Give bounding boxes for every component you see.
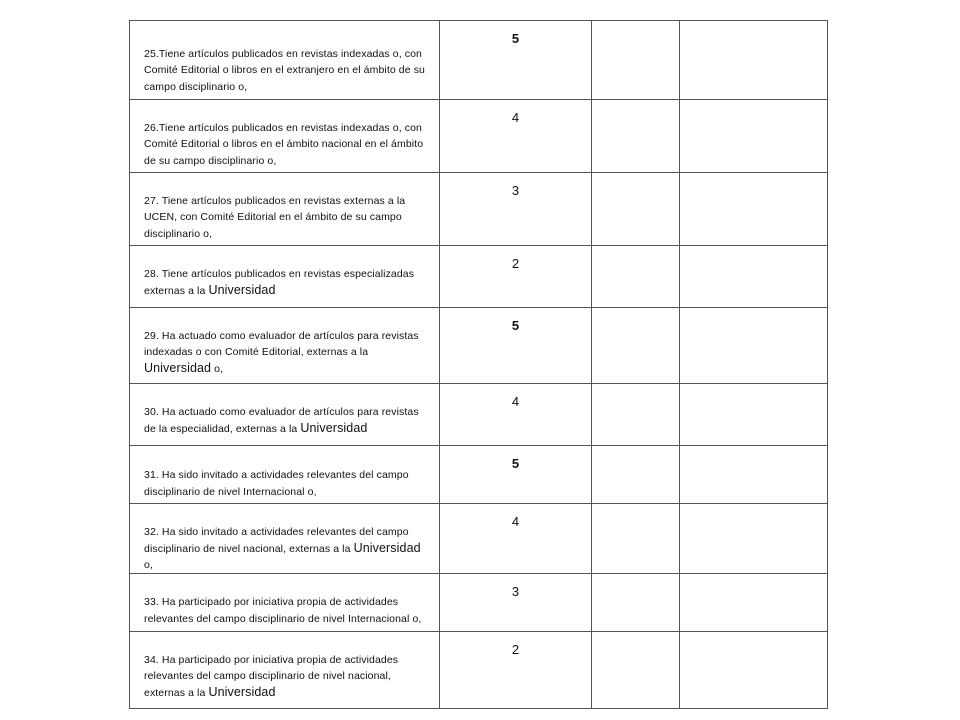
score-cell — [440, 504, 592, 574]
criterion-suffix: o, — [211, 363, 224, 375]
empty-cell — [592, 246, 680, 308]
criterion-emphasis: Universidad — [144, 361, 212, 375]
table-row — [130, 21, 828, 100]
criterion-text: 32. Ha sido invitado a actividades relevantes del campo disciplinario de nivel nacional, externas a la — [144, 526, 409, 555]
score-cell — [440, 21, 592, 100]
empty-cell — [592, 173, 680, 246]
score-cell — [440, 574, 592, 632]
score-value: 4 — [511, 514, 520, 529]
criterion-emphasis: Universidad — [208, 685, 276, 699]
empty-cell — [680, 173, 828, 246]
score-value: 2 — [511, 256, 520, 271]
empty-cell — [592, 21, 680, 100]
score-cell — [440, 100, 592, 173]
score-value: 3 — [511, 584, 520, 599]
empty-cell — [680, 504, 828, 574]
empty-cell — [592, 384, 680, 446]
criterion-description — [130, 504, 440, 574]
criterion-text: 33. Ha participado por iniciativa propia de actividades relevantes del campo disciplinario de nivel Internacional o, — [144, 596, 422, 625]
criterion-suffix: o, — [144, 559, 153, 571]
score-value: 2 — [511, 642, 520, 657]
table-row — [130, 100, 828, 173]
empty-cell — [680, 100, 828, 173]
empty-cell — [680, 384, 828, 446]
table-row — [130, 173, 828, 246]
criterion-description — [130, 574, 440, 632]
criterion-description — [130, 21, 440, 100]
criterion-text: 28. Tiene artículos publicados en revistas especializadas externas a la — [144, 268, 415, 297]
criterion-description — [130, 173, 440, 246]
score-cell — [440, 384, 592, 446]
score-value: 4 — [511, 110, 520, 125]
score-cell — [440, 246, 592, 308]
table-row — [130, 632, 828, 709]
criterion-text: 34. Ha participado por iniciativa propia de actividades relevantes del campo disciplinario de nivel nacional, externas a la — [144, 654, 399, 699]
score-value: 3 — [511, 183, 520, 198]
score-value: 5 — [511, 318, 520, 333]
empty-cell — [592, 100, 680, 173]
empty-cell — [680, 21, 828, 100]
table-row — [130, 308, 828, 384]
score-cell — [440, 308, 592, 384]
score-value: 4 — [511, 394, 520, 409]
table-row — [130, 574, 828, 632]
criterion-description — [130, 100, 440, 173]
score-cell — [440, 446, 592, 504]
table-row — [130, 384, 828, 446]
criterion-description — [130, 246, 440, 308]
empty-cell — [592, 446, 680, 504]
criterion-emphasis: Universidad — [300, 421, 368, 435]
table-row — [130, 504, 828, 574]
empty-cell — [592, 574, 680, 632]
empty-cell — [680, 574, 828, 632]
criterion-description — [130, 446, 440, 504]
criterion-description — [130, 632, 440, 709]
empty-cell — [680, 308, 828, 384]
empty-cell — [592, 632, 680, 709]
criteria-table — [129, 20, 828, 709]
empty-cell — [680, 446, 828, 504]
criterion-emphasis: Universidad — [208, 283, 276, 297]
criterion-text: 26.Tiene artículos publicados en revistas indexadas o, con Comité Editorial o libros en el ámbito nacional en el ámbito de su campo disciplinario o, — [144, 122, 424, 167]
criterion-text: 27. Tiene artículos publicados en revistas externas a la UCEN, con Comité Editorial en el ámbito de su campo disciplinario o, — [144, 195, 406, 240]
table-row — [130, 446, 828, 504]
empty-cell — [680, 246, 828, 308]
criterion-text: 30. Ha actuado como evaluador de artículos para revistas de la especialidad, externas a la — [144, 406, 419, 435]
empty-cell — [592, 504, 680, 574]
criterion-text: 25.Tiene artículos publicados en revistas indexadas o, con Comité Editorial o libros en el extranjero en el ámbito de su campo disciplinario o, — [144, 48, 425, 93]
score-value: 5 — [511, 456, 520, 471]
score-cell — [440, 173, 592, 246]
empty-cell — [680, 632, 828, 709]
criterion-description — [130, 384, 440, 446]
criterion-text: 31. Ha sido invitado a actividades relevantes del campo disciplinario de nivel Internacional o, — [144, 469, 409, 498]
criterion-description — [130, 308, 440, 384]
criterion-emphasis: Universidad — [353, 541, 421, 555]
score-value: 5 — [511, 31, 520, 46]
score-cell — [440, 632, 592, 709]
empty-cell — [592, 308, 680, 384]
criterion-text: 29. Ha actuado como evaluador de artículos para revistas indexadas o con Comité Editorial, externas a la — [144, 330, 419, 358]
table-row — [130, 246, 828, 308]
